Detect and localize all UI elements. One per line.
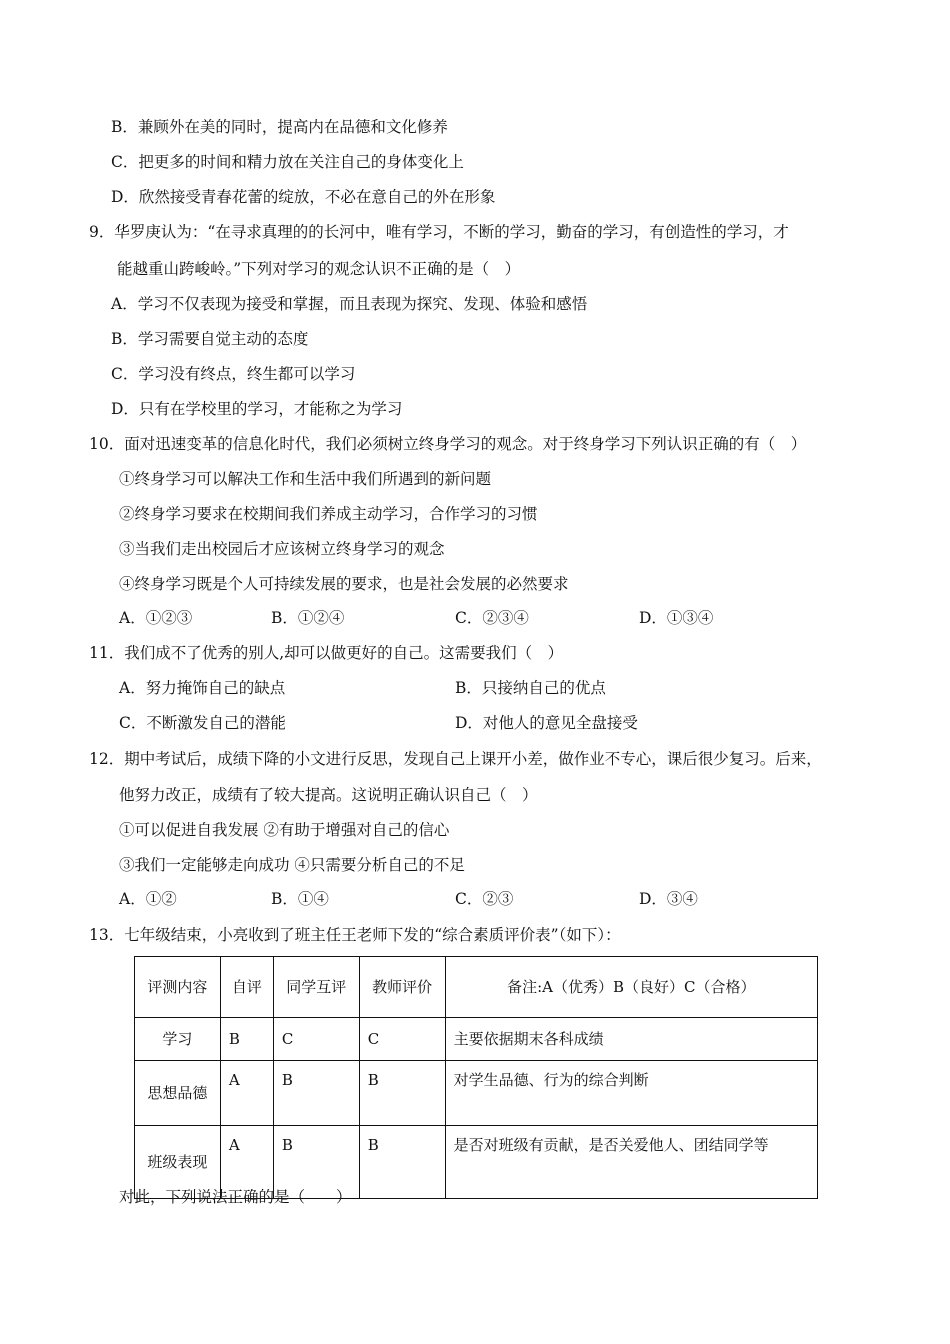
table-cell: B — [359, 1126, 445, 1199]
q10-statement-4: ④终身学习既是个人可持续发展的要求，也是社会发展的必然要求 — [119, 575, 569, 593]
header-cell: 教师评价 — [359, 957, 445, 1018]
table-cell: A — [220, 1061, 273, 1126]
header-cell: 评测内容 — [135, 957, 221, 1018]
q12-option-d: D．③④ — [639, 890, 698, 908]
q8-option-c: C．把更多的时间和精力放在关注自己的身体变化上 — [111, 153, 464, 171]
q13-stem: 13．七年级结束，小亮收到了班主任王老师下发的“综合素质评价表”（如下）： — [89, 926, 621, 944]
q12-stem-line1: 12．期中考试后，成绩下降的小文进行反思，发现自己上课开小差，做作业不专心，课后很少复习。后来， — [89, 750, 822, 768]
q9-option-a: A．学习不仅表现为接受和掌握，而且表现为探究、发现、体验和感悟 — [111, 295, 588, 313]
table-cell: 是否对班级有贡献，是否关爱他人、团结同学等 — [445, 1126, 817, 1199]
q11-option-a: A．努力掩饰自己的缺点 — [119, 679, 286, 697]
table-cell: A — [220, 1126, 273, 1199]
q9-option-b: B．学习需要自觉主动的态度 — [111, 330, 309, 348]
q9-stem-line1: 9．华罗庚认为：“在寻求真理的的长河中，唯有学习，不断的学习，勤奋的学习，有创造性的学习，才 — [89, 223, 789, 241]
q10-option-b: B．①②④ — [271, 609, 345, 627]
table-cell: 对学生品德、行为的综合判断 — [445, 1061, 817, 1126]
q10-option-a: A．①②③ — [119, 609, 193, 627]
q10-statement-1: ①终身学习可以解决工作和生活中我们所遇到的新问题 — [119, 470, 492, 488]
q12-stem-line2: 他努力改正，成绩有了较大提高。这说明正确认识自己（ ） — [119, 786, 538, 804]
q9-option-c: C．学习没有终点，终生都可以学习 — [111, 365, 356, 383]
q12-statement-2: ③我们一定能够走向成功 ④只需要分析自己的不足 — [119, 856, 465, 874]
q10-statement-2: ②终身学习要求在校期间我们养成主动学习，合作学习的习惯 — [119, 505, 538, 523]
q11-stem: 11．我们成不了优秀的别人,却可以做更好的自己。这需要我们（ ） — [89, 644, 564, 662]
table-cell: C — [273, 1018, 359, 1061]
table-cell: 班级表现 — [135, 1126, 221, 1199]
q9-stem-line2: 能越重山跨峻岭。”下列对学习的观念认识不正确的是（ ） — [117, 260, 521, 278]
table-header-row — [135, 957, 818, 1018]
q10-option-d: D．①③④ — [639, 609, 714, 627]
q11-option-b: B．只接纳自己的优点 — [455, 679, 606, 697]
table-cell: B — [359, 1061, 445, 1126]
q12-option-a: A．①② — [119, 890, 177, 908]
q12-statement-1: ①可以促进自我发展 ②有助于增强对自己的信心 — [119, 821, 450, 839]
table-cell: 思想品德 — [135, 1061, 221, 1126]
table-row — [135, 1018, 818, 1061]
header-cell: 备注:A（优秀）B（良好）C（合格） — [445, 957, 817, 1018]
table-row — [135, 1061, 818, 1126]
q9-option-d: D．只有在学校里的学习，才能称之为学习 — [111, 400, 403, 418]
q12-option-c: C．②③ — [455, 890, 514, 908]
q10-stem: 10．面对迅速变革的信息化时代，我们必须树立终身学习的观念。对于终身学习下列认识正确的有（ ） — [89, 435, 807, 453]
header-cell: 同学互评 — [273, 957, 359, 1018]
q10-statement-3: ③当我们走出校园后才应该树立终身学习的观念 — [119, 540, 445, 558]
evaluation-table — [134, 956, 818, 1199]
q10-option-c: C．②③④ — [455, 609, 529, 627]
table-cell: B — [273, 1126, 359, 1199]
table-cell: 主要依据期末各科成绩 — [445, 1018, 817, 1061]
q8-option-d: D．欣然接受青春花蕾的绽放，不必在意自己的外在形象 — [111, 188, 496, 206]
table-cell: 学习 — [135, 1018, 221, 1061]
header-cell: 自评 — [220, 957, 273, 1018]
q11-option-c: C．不断激发自己的潜能 — [119, 714, 286, 732]
q8-option-b: B．兼顾外在美的同时，提高内在品德和文化修养 — [111, 118, 448, 136]
table-cell: C — [359, 1018, 445, 1061]
q13-follow-up: 对此，下列说法正确的是（ ） — [119, 1188, 352, 1206]
table-cell: B — [220, 1018, 273, 1061]
q11-option-d: D．对他人的意见全盘接受 — [455, 714, 638, 732]
q12-option-b: B．①④ — [271, 890, 329, 908]
table-cell: B — [273, 1061, 359, 1126]
